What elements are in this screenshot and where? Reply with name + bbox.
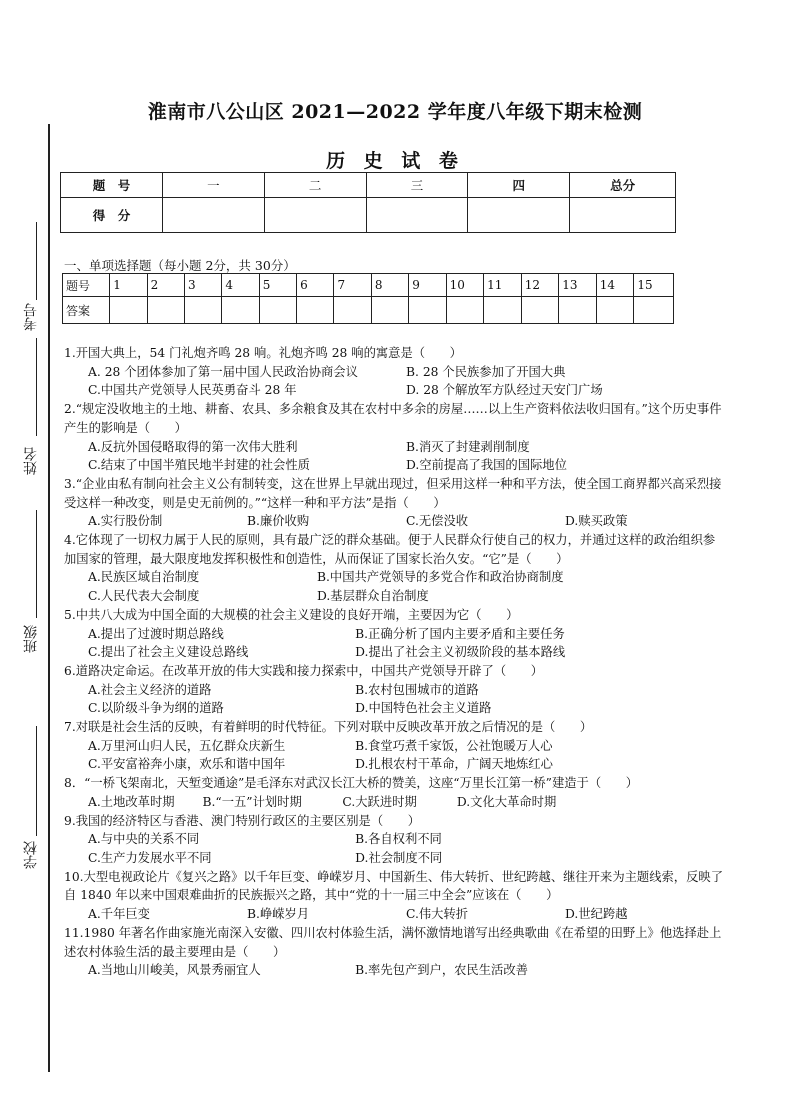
option-c: C.无偿没收 (406, 514, 469, 529)
question-9 (64, 812, 724, 868)
option-c: C.人民代表大会制度 (88, 589, 200, 604)
question-number-cell: 15 (634, 274, 674, 297)
option-d: D. 28 个解放军方队经过天安门广场 (406, 383, 603, 398)
side-blank-line-2 (36, 510, 37, 618)
option-a: A.社会主义经济的道路 (88, 682, 212, 697)
side-blank-line-0 (36, 222, 37, 300)
answer-input-cell[interactable] (371, 297, 408, 324)
option-b: B.率先包产到户，农民生活改善 (355, 963, 528, 978)
option-b: B.廉价收购 (247, 514, 310, 529)
question-number-cell: 5 (259, 274, 296, 297)
option-list (88, 568, 724, 605)
option-c: C.结束了中国半殖民地半封建的社会性质 (88, 458, 310, 473)
option-b: B.正确分析了国内主要矛盾和主要任务 (355, 626, 565, 641)
option-d: D.赎买政策 (565, 514, 628, 529)
option-b: B. 28 个民族参加了开国大典 (406, 364, 566, 379)
question-11 (64, 924, 724, 980)
option-list (88, 512, 724, 531)
question-number-cell: 12 (521, 274, 559, 297)
option-d: D.社会制度不同 (355, 850, 443, 865)
score-table (60, 172, 676, 233)
option-list (88, 961, 724, 980)
option-c: C.伟大转折 (406, 907, 469, 922)
answer-input-cell[interactable] (147, 297, 184, 324)
answer-table-answer-row (63, 297, 674, 324)
question-3 (64, 475, 724, 531)
option-a: A.提出了过渡时期总路线 (88, 626, 224, 641)
answer-row-label: 答案 (63, 297, 110, 324)
option-list (88, 681, 724, 718)
option-d: D.扎根农村干革命，广阔天地炼红心 (355, 757, 553, 772)
side-blank-line-1 (36, 338, 37, 436)
option-c: C.以阶级斗争为纲的道路 (88, 701, 224, 716)
question-number-cell: 11 (484, 274, 522, 297)
option-a: A.万里河山归人民，五亿群众庆新生 (88, 738, 286, 753)
option-b: B.消灭了封建剥削制度 (406, 439, 530, 454)
score-header-cell: 题 号 (61, 173, 163, 198)
question-7 (64, 718, 724, 774)
answer-input-cell[interactable] (596, 297, 634, 324)
page-subtitle: 历 史 试 卷 (326, 150, 464, 172)
score-header-cell: 四 (468, 173, 570, 198)
question-number-cell: 7 (334, 274, 371, 297)
option-list (88, 438, 724, 475)
question-stem: 6.道路决定命运。在改革开放的伟大实践和接力探索中，中国共产党领导开辟了（ ） (64, 663, 544, 678)
answer-input-cell[interactable] (334, 297, 371, 324)
score-header-cell: 二 (264, 173, 366, 198)
score-header-cell: 总分 (570, 173, 676, 198)
question-10 (64, 868, 724, 924)
question-stem: 9.我国的经济特区与香港、澳门特别行政区的主要区别是（ ） (64, 813, 421, 828)
question-number-cell: 8 (371, 274, 408, 297)
answer-input-cell[interactable] (409, 297, 446, 324)
question-number-cell: 9 (409, 274, 446, 297)
question-8 (64, 774, 724, 811)
side-label-class: 班级 (23, 625, 39, 653)
option-list (88, 625, 724, 662)
option-list (88, 737, 724, 774)
option-list (88, 830, 724, 867)
question-stem: 11.1980 年著名作曲家施光南深入安徽、四川农村体验生活，满怀激情地谱写出经典歌曲《在希望的田野上》他选择赴上述农村体验生活的最主要理由是（ ） (64, 925, 722, 959)
score-input-cell[interactable] (264, 198, 366, 233)
option-d: D.世纪跨越 (565, 907, 628, 922)
side-blank-line-3 (36, 726, 37, 836)
option-a: A.与中央的关系不同 (88, 832, 200, 847)
score-row-label: 得 分 (61, 198, 163, 233)
score-input-cell[interactable] (468, 198, 570, 233)
score-header-cell: 一 (162, 173, 264, 198)
question-number-cell: 1 (110, 274, 147, 297)
option-c: C.提出了社会主义建设总路线 (88, 645, 249, 660)
option-b: B.食堂巧煮千家饭，公社饱暖万人心 (355, 738, 553, 753)
option-a: A.实行股份制 (88, 514, 163, 529)
question-4 (64, 531, 724, 606)
option-a: A.土地改革时期 (88, 794, 175, 809)
question-number-cell: 13 (559, 274, 597, 297)
answer-table-number-row (63, 274, 674, 297)
answer-input-cell[interactable] (184, 297, 221, 324)
option-list (88, 363, 724, 400)
page-title: 淮南市八公山区 2021—2022 学年度八年级下期末检测 (147, 101, 643, 123)
option-b: B.农村包围城市的道路 (355, 682, 479, 697)
question-number-cell: 10 (446, 274, 484, 297)
option-d: D.基层群众自治制度 (316, 589, 429, 604)
side-label-exam-no: 考号 (23, 303, 39, 331)
question-list (64, 344, 724, 980)
score-table-score-row (61, 198, 676, 233)
question-5 (64, 606, 724, 662)
answer-input-cell[interactable] (521, 297, 559, 324)
option-d: D.中国特色社会主义道路 (355, 701, 492, 716)
option-list (88, 905, 724, 924)
question-stem: 5.中共八大成为中国全面的大规模的社会主义建设的良好开端，主要因为它（ ） (64, 607, 519, 622)
side-label-name: 姓名 (23, 447, 39, 475)
question-stem: 8．“一桥飞架南北，天堑变通途”是毛泽东对武汉长江大桥的赞美，这座“万里长江第一桥”建造于（ ） (64, 776, 639, 791)
answer-input-cell[interactable] (222, 297, 259, 324)
question-2 (64, 400, 724, 475)
question-stem: 1.开国大典上，54 门礼炮齐鸣 28 响。礼炮齐鸣 28 响的寓意是（ ） (64, 346, 462, 360)
score-table-header-row (61, 173, 676, 198)
answer-row-label: 题号 (63, 274, 110, 297)
option-b: B.中国共产党领导的多党合作和政治协商制度 (316, 570, 564, 585)
answer-input-cell[interactable] (297, 297, 334, 324)
score-input-cell[interactable] (570, 198, 676, 233)
option-d: D.空前提高了我国的国际地位 (406, 458, 567, 473)
question-stem: 3.“企业由私有制向社会主义公有制转变，这在世界上早就出现过，但采用这样一种和平方法，使全国工商界都兴高采烈接受这样一种改变，则是史无前例的。”“这样一种和平方法”是指（ ） (64, 476, 722, 510)
score-header-cell: 三 (366, 173, 468, 198)
question-number-cell: 6 (297, 274, 334, 297)
option-b: B.峥嵘岁月 (247, 907, 310, 922)
answer-input-cell[interactable] (110, 297, 147, 324)
question-6 (64, 662, 724, 718)
answer-input-cell[interactable] (446, 297, 484, 324)
question-number-cell: 4 (222, 274, 259, 297)
question-1 (64, 344, 724, 400)
question-stem: 2.“规定没收地主的土地、耕畜、农具、多余粮食及其在农村中多余的房屋……以上生产资料依法收归国有。”这个历史事件产生的影响是（ ） (64, 402, 722, 435)
score-input-cell[interactable] (162, 198, 264, 233)
question-number-cell: 2 (147, 274, 184, 297)
option-a: A. 28 个团体参加了第一届中国人民政治协商会议 (88, 364, 358, 379)
option-b: B.各自权利不同 (355, 832, 442, 847)
option-c: C.平安富裕奔小康，欢乐和谐中国年 (88, 757, 286, 772)
score-input-cell[interactable] (366, 198, 468, 233)
option-c: C.中国共产党领导人民英勇奋斗 28 年 (88, 383, 297, 398)
option-a: A.千年巨变 (88, 907, 150, 922)
question-number-cell: 3 (184, 274, 221, 297)
answer-input-cell[interactable] (484, 297, 522, 324)
section-heading: 一、单项选择题（每小题 2分，共 30分） (64, 258, 296, 273)
option-a: A.民族区域自治制度 (88, 570, 200, 585)
side-label-school: 学校 (23, 841, 39, 869)
question-number-cell: 14 (596, 274, 634, 297)
binding-line (48, 124, 50, 1072)
question-stem: 7.对联是社会生活的反映，有着鲜明的时代特征。下列对联中反映改革开放之后情况的是（ ） (64, 720, 593, 735)
option-c: C.生产力发展水平不同 (88, 850, 212, 865)
option-d: D.提出了社会主义初级阶段的基本路线 (355, 645, 566, 660)
option-a: A.反抗外国侵略取得的第一次伟大胜利 (88, 439, 298, 454)
option-d: D.文化大革命时期 (456, 794, 557, 809)
answer-table (62, 273, 674, 324)
option-c: C.大跃进时期 (342, 794, 417, 809)
question-stem: 4.它体现了一切权力属于人民的原则，具有最广泛的群众基础。便于人民群众行使自己的权力，并通过这样的政治组织参加国家的管理，最大限度地发挥积极性和创造性，从而保证了国家长治久安。“它”是（ ） (64, 533, 716, 566)
answer-input-cell[interactable] (634, 297, 674, 324)
question-stem: 10.大型电视政论片《复兴之路》以千年巨变、峥嵘岁月、中国新生、伟大转折、世纪跨越、继往开来为主题线索，反映了自 1840 年以来中国艰难曲折的民族振兴之路，其中“党的十一届三中全会”应该在（ ） (64, 869, 723, 903)
option-a: A.当地山川峻美，风景秀丽宜人 (88, 963, 261, 978)
answer-input-cell[interactable] (559, 297, 597, 324)
option-list (88, 793, 724, 812)
option-b: B.“一五”计划时期 (202, 794, 302, 809)
answer-input-cell[interactable] (259, 297, 296, 324)
